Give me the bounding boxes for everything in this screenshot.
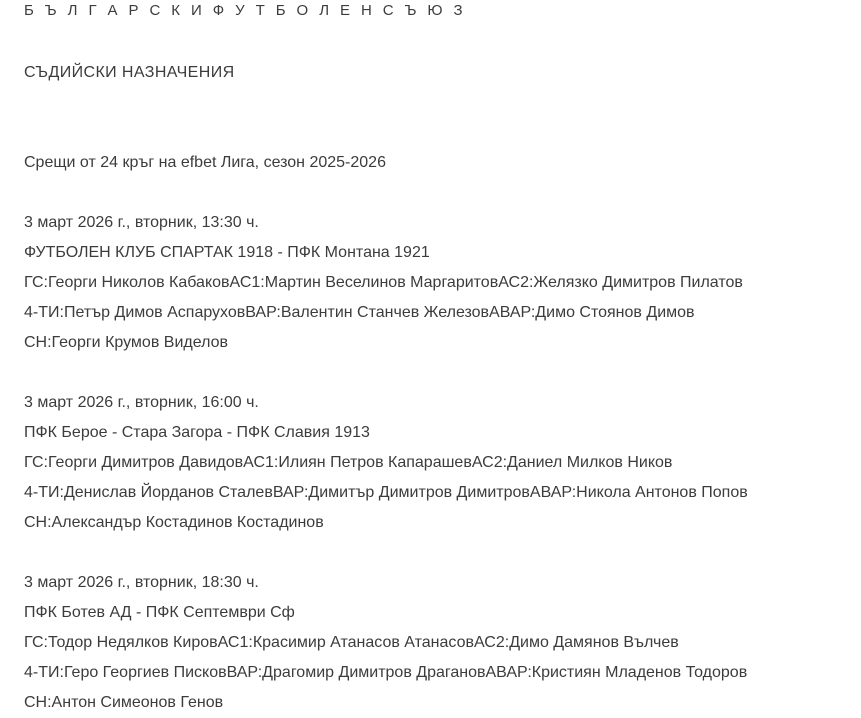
match-datetime: 3 март 2026 г., вторник, 18:30 ч. [24, 574, 259, 591]
match-officials-referees: ГС:Тодор Недялков КировАС1:Красимир Атанасов АтанасовАС2:Димо Дамянов Вълчев [24, 634, 679, 651]
match-officials-var: 4-ТИ:Денислав Йорданов СталевВАР:Димитър Димитров ДимитровАВАР:Никола Антонов Попов [24, 484, 748, 501]
match-officials-var: 4-ТИ:Петър Димов АспаруховВАР:Валентин Станчев ЖелезовАВАР:Димо Стоянов Димов [24, 304, 695, 321]
match-officials-referees: ГС:Георги Николов КабаковАС1:Мартин Веселинов МаргаритовАС2:Желязко Димитров Пилатов [24, 274, 743, 291]
match-entry [24, 178, 837, 358]
match-officials-observer: СН:Антон Симеонов Генов [24, 694, 224, 711]
intro-paragraph: Срещи от 24 кръг на efbet Лига, сезон 2025-2026 [24, 154, 386, 171]
match-teams: ФУТБОЛЕН КЛУБ СПАРТАК 1918 - ПФК Монтана 1921 [24, 244, 430, 261]
match-teams: ПФК Ботев АД - ПФК Септември Сф [24, 604, 295, 621]
match-entry [24, 538, 837, 718]
document-title: СЪДИЙСКИ НАЗНАЧЕНИЯ [24, 64, 235, 81]
match-teams: ПФК Берое - Стара Загора - ПФК Славия 1913 [24, 424, 370, 441]
match-officials-var: 4-ТИ:Геро Георгиев ПисковВАР:Драгомир Димитров ДрагановАВАР:Кристиян Младенов Тодоров [24, 664, 748, 681]
organization-title: Б Ъ Л Г А Р С К И Ф У Т Б О Л Е Н С Ъ Ю З [24, 2, 466, 19]
match-datetime: 3 март 2026 г., вторник, 13:30 ч. [24, 214, 259, 231]
match-datetime: 3 март 2026 г., вторник, 16:00 ч. [24, 394, 259, 411]
match-officials-observer: СН:Георги Крумов Виделов [24, 334, 228, 351]
match-entry [24, 358, 837, 538]
match-officials-observer: СН:Александър Костадинов Костадинов [24, 514, 324, 531]
match-officials-referees: ГС:Георги Димитров ДавидовАС1:Илиян Петров КапарашевАС2:Даниел Милков Ников [24, 454, 673, 471]
